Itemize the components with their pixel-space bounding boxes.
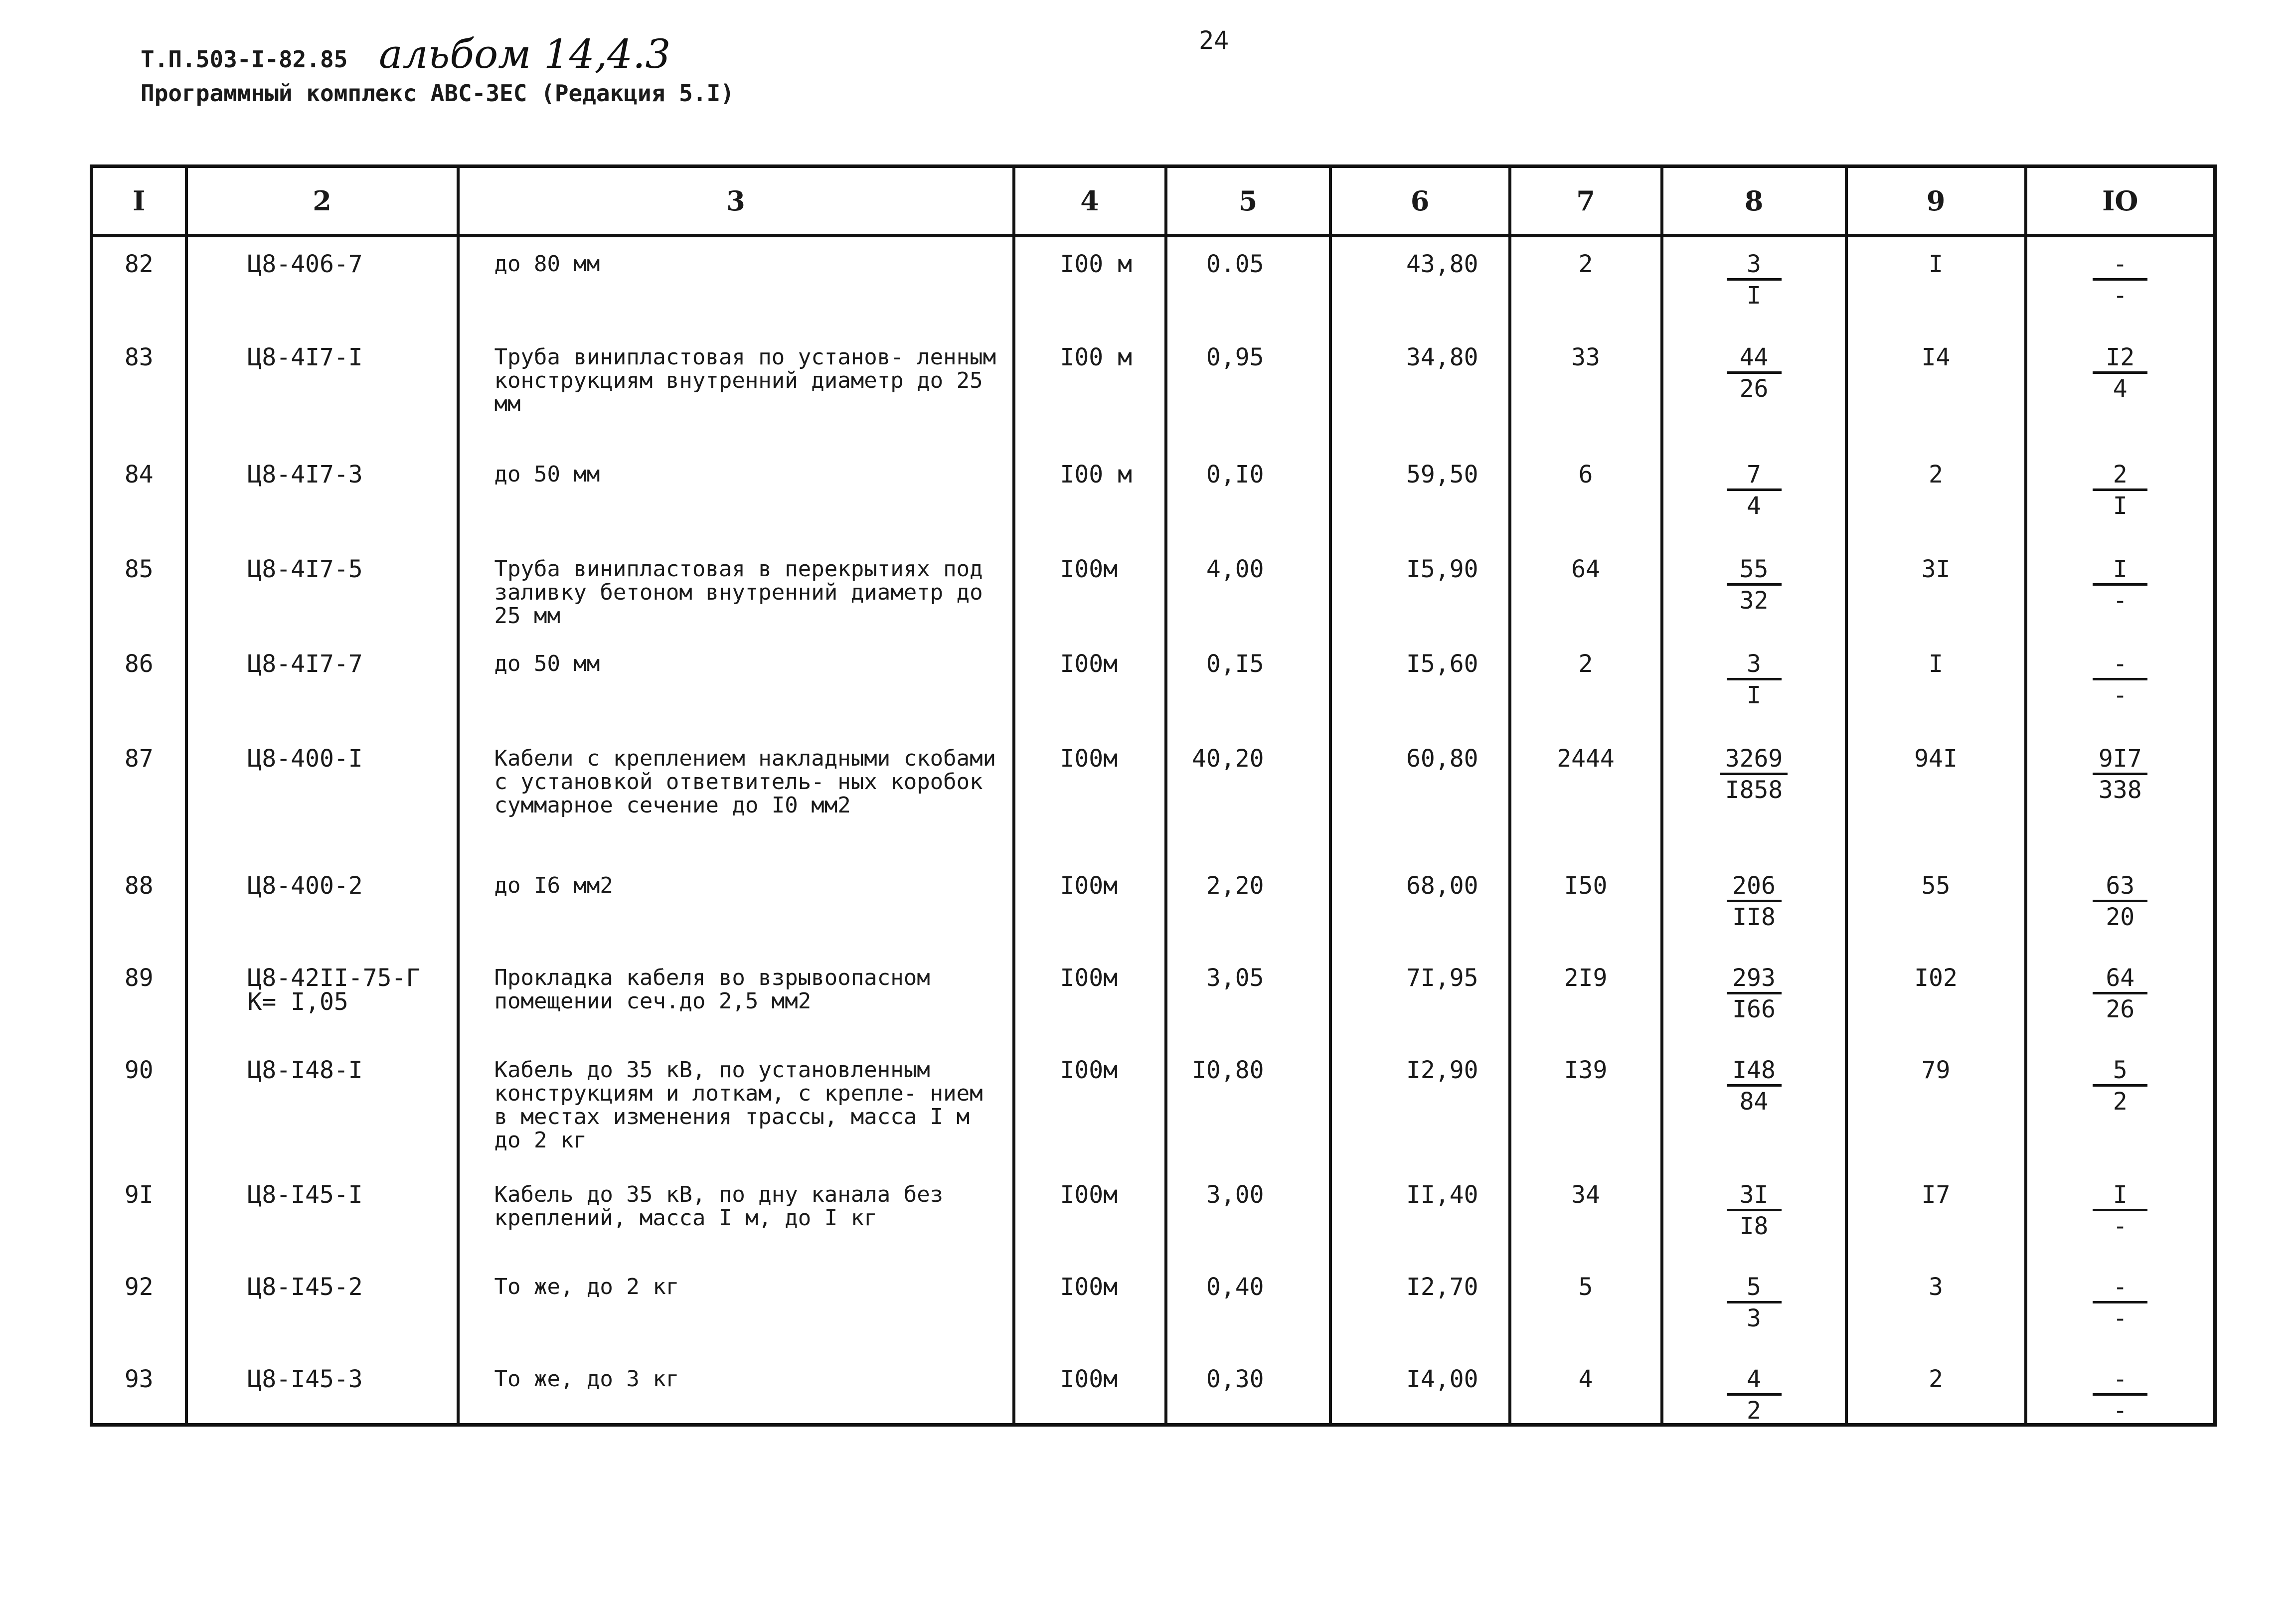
fraction-numerator: 55 xyxy=(1727,557,1782,586)
rate-code: Ц8-I45-I xyxy=(186,1168,458,1260)
labor-fraction xyxy=(2026,236,2215,330)
fraction-numerator: 5 xyxy=(2093,1058,2147,1087)
measure-unit: I00м xyxy=(1014,859,1166,951)
row-number: 92 xyxy=(92,1260,186,1352)
fraction-denominator: I8 xyxy=(1739,1212,1769,1240)
fraction-numerator: I xyxy=(2093,557,2147,586)
wages-fraction xyxy=(1662,732,1846,859)
work-description: То же, до 3 кг xyxy=(458,1352,1014,1425)
measure-unit: I00м xyxy=(1014,542,1166,637)
fraction-denominator: II8 xyxy=(1732,903,1776,931)
column-header-4: 4 xyxy=(1014,166,1166,236)
rate-code: Ц8-I45-2 xyxy=(186,1260,458,1352)
wages-fraction xyxy=(1662,637,1846,732)
fraction-denominator: I xyxy=(1747,681,1761,709)
fraction-numerator: 4 xyxy=(1727,1367,1782,1396)
total-cost: I50 xyxy=(1510,859,1662,951)
measure-unit: I00м xyxy=(1014,1352,1166,1425)
rate-code: Ц8-4I7-5 xyxy=(186,542,458,637)
column-header-1: I xyxy=(92,166,186,236)
rate-code: Ц8-4I7-I xyxy=(186,330,458,448)
total-cost: 2 xyxy=(1510,236,1662,330)
machine-cost: I02 xyxy=(1846,951,2026,1043)
fraction-numerator: - xyxy=(2093,252,2147,281)
work-description: до 80 мм xyxy=(458,236,1014,330)
fraction-denominator: 84 xyxy=(1739,1087,1769,1116)
labor-fraction xyxy=(2026,1168,2215,1260)
fraction-numerator: 2 xyxy=(2093,463,2147,491)
unit-cost: I2,70 xyxy=(1330,1260,1510,1352)
unit-cost: II,40 xyxy=(1330,1168,1510,1260)
total-cost: 33 xyxy=(1510,330,1662,448)
fraction xyxy=(2093,1180,2147,1240)
machine-cost: I7 xyxy=(1846,1168,2026,1260)
work-description: Труба винипластовая в перекрытиях под заливку бетоном внутренний диаметр до 25 мм xyxy=(458,542,1014,637)
table-row xyxy=(92,1043,2215,1168)
fraction-numerator: 63 xyxy=(2093,874,2147,902)
work-description: до 50 мм xyxy=(458,637,1014,732)
machine-cost: 2 xyxy=(1846,448,2026,542)
measure-unit: I00м xyxy=(1014,1168,1166,1260)
table-row xyxy=(92,1352,2215,1425)
fraction-denominator: 20 xyxy=(2106,903,2135,931)
row-number: 9I xyxy=(92,1168,186,1260)
column-header-8: 8 xyxy=(1662,166,1846,236)
measure-unit: I00м xyxy=(1014,951,1166,1043)
fraction-numerator: - xyxy=(2093,1275,2147,1303)
fraction-numerator: 9I7 xyxy=(2093,747,2147,775)
fraction-denominator: 3 xyxy=(1747,1304,1761,1332)
machine-cost: 55 xyxy=(1846,859,2026,951)
row-number: 87 xyxy=(92,732,186,859)
machine-cost: I4 xyxy=(1846,330,2026,448)
fraction-denominator: 26 xyxy=(1739,374,1769,403)
quantity: 0,30 xyxy=(1166,1352,1330,1425)
fraction-denominator: I858 xyxy=(1725,776,1783,804)
wages-fraction xyxy=(1662,859,1846,951)
measure-unit: I00м xyxy=(1014,732,1166,859)
table-row xyxy=(92,1168,2215,1260)
fraction-denominator: 2 xyxy=(1747,1396,1761,1425)
fraction xyxy=(2093,460,2147,520)
rate-code: Ц8-4I7-7 xyxy=(186,637,458,732)
row-number: 86 xyxy=(92,637,186,732)
fraction-denominator: - xyxy=(2113,681,2128,709)
total-cost: 2 xyxy=(1510,637,1662,732)
row-number: 84 xyxy=(92,448,186,542)
column-header-6: 6 xyxy=(1330,166,1510,236)
fraction xyxy=(2093,1058,2147,1114)
work-description: Кабель до 35 кВ, по дну канала без креплений, масса I м, до I кг xyxy=(458,1168,1014,1260)
total-cost: 34 xyxy=(1510,1168,1662,1260)
wages-fraction xyxy=(1662,330,1846,448)
quantity: 0,40 xyxy=(1166,1260,1330,1352)
measure-unit: I00м xyxy=(1014,1260,1166,1352)
labor-fraction xyxy=(2026,951,2215,1043)
estimate-table xyxy=(90,164,2213,1427)
total-cost: 4 xyxy=(1510,1352,1662,1425)
fraction xyxy=(1727,1367,1782,1423)
quantity: 2,20 xyxy=(1166,859,1330,951)
row-number: 93 xyxy=(92,1352,186,1425)
rate-code: Ц8-4I7-3 xyxy=(186,448,458,542)
fraction-denominator: I xyxy=(2113,491,2128,520)
measure-unit: I00 м xyxy=(1014,330,1166,448)
fraction xyxy=(1720,744,1788,804)
machine-cost: 2 xyxy=(1846,1352,2026,1425)
fraction-denominator: I66 xyxy=(1732,995,1776,1023)
fraction-denominator: - xyxy=(2113,586,2128,615)
rate-code: Ц8-I48-I xyxy=(186,1043,458,1168)
row-number: 89 xyxy=(92,951,186,1043)
measure-unit: I00м xyxy=(1014,637,1166,732)
machine-cost: I xyxy=(1846,637,2026,732)
row-number: 82 xyxy=(92,236,186,330)
column-header-5: 5 xyxy=(1166,166,1330,236)
fraction-denominator: - xyxy=(2113,1212,2128,1240)
table-row xyxy=(92,330,2215,448)
machine-cost: I xyxy=(1846,236,2026,330)
machine-cost: 3I xyxy=(1846,542,2026,637)
row-number: 85 xyxy=(92,542,186,637)
wages-fraction xyxy=(1662,1043,1846,1168)
handwritten-album-note: альбом 14,4.3 xyxy=(379,31,671,77)
machine-cost: 79 xyxy=(1846,1043,2026,1168)
work-description: Кабель до 35 кВ, по установленным конструкциям и лоткам, с крепле- нием в местах изменения трассы, масса I м до 2 кг xyxy=(458,1043,1014,1168)
labor-fraction xyxy=(2026,1043,2215,1168)
fraction-denominator: 4 xyxy=(1747,491,1761,520)
fraction-numerator: - xyxy=(2093,652,2147,680)
page-number: 24 xyxy=(1199,26,1229,55)
wages-fraction xyxy=(1662,951,1846,1043)
program-title: Программный комплекс АВС-ЗЕС (Редакция 5.I) xyxy=(141,80,734,107)
measure-unit: I00м xyxy=(1014,1043,1166,1168)
table-row xyxy=(92,236,2215,330)
quantity: 0,I5 xyxy=(1166,637,1330,732)
fraction xyxy=(1727,649,1782,709)
machine-cost: 94I xyxy=(1846,732,2026,859)
labor-fraction xyxy=(2026,448,2215,542)
table-header-row xyxy=(92,166,2215,236)
fraction-numerator: 3269 xyxy=(1720,747,1788,775)
total-cost: 5 xyxy=(1510,1260,1662,1352)
fraction-denominator: 26 xyxy=(2106,995,2135,1023)
wages-fraction xyxy=(1662,1352,1846,1425)
fraction xyxy=(1727,460,1782,520)
fraction-numerator: I48 xyxy=(1727,1058,1782,1087)
wages-fraction xyxy=(1662,542,1846,637)
column-header-3: 3 xyxy=(458,166,1014,236)
fraction xyxy=(2093,871,2147,931)
wages-fraction xyxy=(1662,1260,1846,1352)
column-header-7: 7 xyxy=(1510,166,1662,236)
labor-fraction xyxy=(2026,637,2215,732)
fraction-numerator: 3 xyxy=(1727,252,1782,281)
fraction-numerator: I2 xyxy=(2093,345,2147,374)
total-cost: I39 xyxy=(1510,1043,1662,1168)
column-header-9: 9 xyxy=(1846,166,2026,236)
fraction xyxy=(2093,1367,2147,1423)
fraction-denominator: 2 xyxy=(2113,1087,2128,1116)
fraction xyxy=(2093,252,2147,308)
quantity: 40,20 xyxy=(1166,732,1330,859)
fraction xyxy=(1727,871,1782,931)
unit-cost: I5,90 xyxy=(1330,542,1510,637)
table xyxy=(90,164,2217,1427)
fraction-numerator: 206 xyxy=(1727,874,1782,902)
row-number: 83 xyxy=(92,330,186,448)
row-number: 90 xyxy=(92,1043,186,1168)
fraction xyxy=(1727,966,1782,1021)
quantity: 3,05 xyxy=(1166,951,1330,1043)
table-row xyxy=(92,732,2215,859)
labor-fraction xyxy=(2026,1260,2215,1352)
fraction xyxy=(2093,966,2147,1021)
unit-cost: 43,80 xyxy=(1330,236,1510,330)
total-cost: 64 xyxy=(1510,542,1662,637)
unit-cost: I5,60 xyxy=(1330,637,1510,732)
fraction-denominator: 32 xyxy=(1739,586,1769,615)
fraction-denominator: 4 xyxy=(2113,374,2128,403)
rate-code: Ц8-42II-75-Г К= I,05 xyxy=(186,951,458,1043)
document-code: Т.П.503-I-82.85 xyxy=(141,46,348,73)
total-cost: 6 xyxy=(1510,448,1662,542)
labor-fraction xyxy=(2026,732,2215,859)
unit-cost: I4,00 xyxy=(1330,1352,1510,1425)
table-row xyxy=(92,448,2215,542)
work-description: То же, до 2 кг xyxy=(458,1260,1014,1352)
fraction-numerator: - xyxy=(2093,1367,2147,1396)
quantity: 4,00 xyxy=(1166,542,1330,637)
column-header-2: 2 xyxy=(186,166,458,236)
total-cost: 2I9 xyxy=(1510,951,1662,1043)
measure-unit: I00 м xyxy=(1014,236,1166,330)
unit-cost: 68,00 xyxy=(1330,859,1510,951)
fraction xyxy=(1727,1275,1782,1330)
fraction xyxy=(2093,649,2147,709)
wages-fraction xyxy=(1662,236,1846,330)
fraction xyxy=(2093,345,2147,401)
labor-fraction xyxy=(2026,859,2215,951)
fraction-numerator: 3I xyxy=(1727,1183,1782,1211)
work-description: Труба винипластовая по установ- ленным конструкциям внутренний диаметр до 25 мм xyxy=(458,330,1014,448)
table-row xyxy=(92,637,2215,732)
unit-cost: 59,50 xyxy=(1330,448,1510,542)
fraction-numerator: 64 xyxy=(2093,966,2147,994)
fraction xyxy=(2093,1275,2147,1330)
fraction-numerator: 7 xyxy=(1727,463,1782,491)
unit-cost: 7I,95 xyxy=(1330,951,1510,1043)
table-row xyxy=(92,951,2215,1043)
fraction xyxy=(1727,345,1782,401)
table-row xyxy=(92,542,2215,637)
work-description: Прокладка кабеля во взрывоопасном помещении сеч.до 2,5 мм2 xyxy=(458,951,1014,1043)
fraction-numerator: 3 xyxy=(1727,652,1782,680)
unit-cost: 60,80 xyxy=(1330,732,1510,859)
labor-fraction xyxy=(2026,330,2215,448)
quantity: 0,95 xyxy=(1166,330,1330,448)
table-body xyxy=(92,236,2215,1425)
labor-fraction xyxy=(2026,542,2215,637)
rate-code: Ц8-406-7 xyxy=(186,236,458,330)
fraction-numerator: 5 xyxy=(1727,1275,1782,1303)
quantity: 0,I0 xyxy=(1166,448,1330,542)
table-row xyxy=(92,1260,2215,1352)
fraction-denominator: - xyxy=(2113,1396,2128,1425)
row-number: 88 xyxy=(92,859,186,951)
fraction xyxy=(2093,557,2147,613)
fraction xyxy=(2093,744,2147,804)
quantity: I0,80 xyxy=(1166,1043,1330,1168)
fraction-denominator: I xyxy=(1747,282,1761,310)
column-header-10: IO xyxy=(2026,166,2215,236)
labor-fraction xyxy=(2026,1352,2215,1425)
fraction-numerator: I xyxy=(2093,1183,2147,1211)
work-description: до I6 мм2 xyxy=(458,859,1014,951)
measure-unit: I00 м xyxy=(1014,448,1166,542)
wages-fraction xyxy=(1662,448,1846,542)
fraction-numerator: 293 xyxy=(1727,966,1782,994)
rate-code: Ц8-I45-3 xyxy=(186,1352,458,1425)
fraction-denominator: - xyxy=(2113,282,2128,310)
table-row xyxy=(92,859,2215,951)
fraction xyxy=(1727,1058,1782,1114)
fraction-numerator: 44 xyxy=(1727,345,1782,374)
total-cost: 2444 xyxy=(1510,732,1662,859)
work-description: до 50 мм xyxy=(458,448,1014,542)
fraction xyxy=(1727,1180,1782,1240)
fraction-denominator: - xyxy=(2113,1304,2128,1332)
unit-cost: I2,90 xyxy=(1330,1043,1510,1168)
fraction-denominator: 338 xyxy=(2098,776,2142,804)
rate-code: Ц8-400-I xyxy=(186,732,458,859)
fraction xyxy=(1727,557,1782,613)
quantity: 3,00 xyxy=(1166,1168,1330,1260)
machine-cost: 3 xyxy=(1846,1260,2026,1352)
rate-code: Ц8-400-2 xyxy=(186,859,458,951)
wages-fraction xyxy=(1662,1168,1846,1260)
work-description: Кабели с креплением накладными скобами с установкой ответвитель- ных коробок суммарное сечение до I0 мм2 xyxy=(458,732,1014,859)
fraction xyxy=(1727,252,1782,308)
unit-cost: 34,80 xyxy=(1330,330,1510,448)
quantity: 0.05 xyxy=(1166,236,1330,330)
